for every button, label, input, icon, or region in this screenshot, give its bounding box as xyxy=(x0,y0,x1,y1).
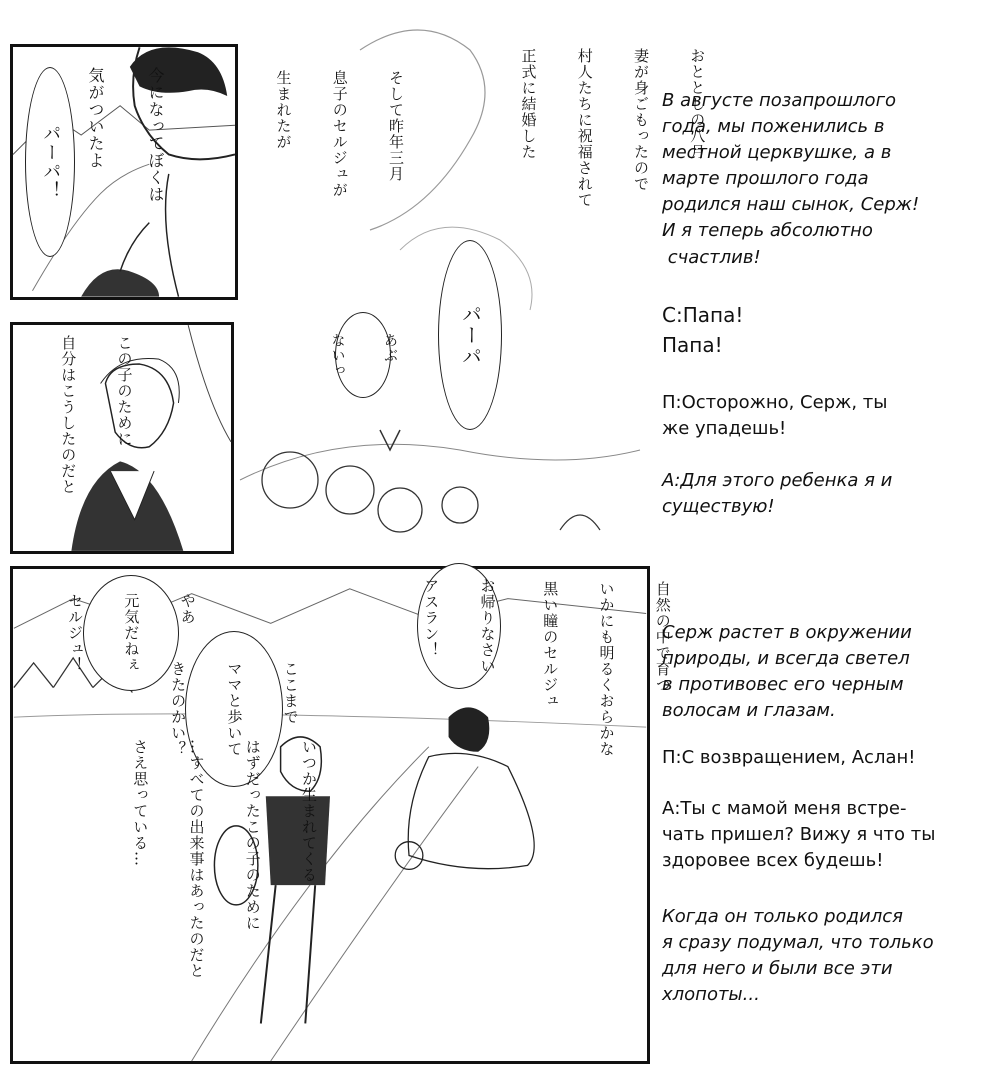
yaa-line: 元気だねぇ xyxy=(122,593,141,673)
translation-block-8 xyxy=(662,904,934,1008)
narration-line: 自然の中で育つ xyxy=(653,581,672,693)
kokomade-line: きたのかい？ xyxy=(169,661,188,757)
translation-line: волосам и глазам. xyxy=(662,700,836,722)
translation-line: С:Папа! xyxy=(662,303,744,327)
translation-line: П:Осторожно, Серж, ты xyxy=(662,392,888,413)
abunai-bubble xyxy=(329,312,398,398)
abunai-line: ないっ xyxy=(329,332,346,378)
translation-line: хлопоты... xyxy=(662,984,760,1006)
manga-panel-1 xyxy=(10,44,238,300)
narration-line: はずだったこの子のために xyxy=(243,739,262,931)
translation-line: же упадешь! xyxy=(662,418,787,440)
narration-line: いつか生まれてくる xyxy=(300,739,318,883)
translation-line: здоровее всех будешь! xyxy=(662,850,884,872)
manga-panel-3 xyxy=(10,566,672,1064)
okaeri-line: アスラン！ xyxy=(422,578,441,658)
translation-block-1 xyxy=(662,88,919,271)
panel-2-narration xyxy=(21,335,171,495)
papa-cloud-bubble xyxy=(438,240,502,430)
okaeri-text xyxy=(384,578,534,674)
translation-line: чать пришел? Вижу я что ты xyxy=(662,824,936,846)
narration-line: おととしの八月 xyxy=(688,48,707,160)
okaeri-bubble xyxy=(417,563,501,689)
narration-line: 妻が身ごもったので xyxy=(632,48,650,192)
translation-line: счастлив! xyxy=(662,246,761,268)
narration-line: さえ思っている… xyxy=(131,739,150,867)
translation-line: А:Для этого ребенка я и xyxy=(662,470,893,491)
translation-line: я сразу подумал, что только xyxy=(662,932,934,954)
narration-line: …すべての出来事はあったのだと xyxy=(187,739,206,979)
translation-line: П:С возвращением, Аслан! xyxy=(662,747,916,768)
panel-1-shout-text: パーパ！ xyxy=(40,124,62,200)
translation-block-6 xyxy=(662,745,915,771)
panel-1-speech-line: 気がついたよ xyxy=(86,67,105,169)
meadow-scene-artwork xyxy=(240,10,640,570)
narration-line: 生まれたが xyxy=(274,70,293,150)
translation-line: родился наш сынок, Серж! xyxy=(662,194,920,216)
kokomade-line: ここまで xyxy=(281,661,300,725)
narration-line: この子のために xyxy=(115,335,134,447)
yaa-line: セルジュ！ xyxy=(66,593,85,673)
translation-line: года, мы поженились в xyxy=(662,116,885,138)
narration-line: 息子のセルジュが xyxy=(330,70,349,198)
translation-block-2 xyxy=(662,300,743,360)
translation-line: А:Ты с мамой меня встре- xyxy=(662,798,907,819)
translation-block-5 xyxy=(662,620,912,724)
okaeri-line: お帰りなさい xyxy=(478,578,497,674)
translation-line: для него и были все эти xyxy=(662,958,893,980)
translation-line: существую! xyxy=(662,496,775,518)
yaa-line: やあ xyxy=(178,593,197,625)
translation-line: марте прошлого года xyxy=(662,168,869,190)
kokomade-line: ママと歩いて xyxy=(225,661,244,757)
narration-line: 黒い瞳のセルジュ xyxy=(541,581,560,709)
narration-line: 村人たちに祝福されて xyxy=(575,48,594,208)
narration-line: 自分はこうしたのだと xyxy=(59,335,78,495)
translation-line: Папа! xyxy=(662,333,723,357)
bottom-narration-b xyxy=(93,739,356,979)
translation-block-7 xyxy=(662,796,935,874)
abunai-line: あぶ xyxy=(382,332,398,363)
translation-line: Серж растет в окружении xyxy=(662,622,912,643)
translation-line: В августе позапрошлого xyxy=(662,90,897,111)
translation-line: в противовес его черным xyxy=(662,674,904,696)
narration-line: 正式に結婚した xyxy=(519,48,538,160)
narration-line: そして昨年三月 xyxy=(387,70,405,182)
translation-line: И я теперь абсолютно xyxy=(662,220,873,242)
papa-cloud-text: パーパ xyxy=(458,303,483,367)
panel-1-speech-line: 今になってぼくは xyxy=(146,67,165,203)
translation-line: Когда он только родился xyxy=(662,906,903,927)
panel-1-shout-bubble xyxy=(25,67,75,257)
translation-line: местной церквушке, а в xyxy=(662,142,892,164)
manga-panel-2 xyxy=(10,322,234,554)
translation-block-4 xyxy=(662,468,892,520)
abunai-text xyxy=(293,333,433,378)
translation-block-3 xyxy=(662,390,887,442)
narration-line: いかにも明るくおらかな xyxy=(597,581,616,757)
translation-line: природы, и всегда светел xyxy=(662,648,910,670)
